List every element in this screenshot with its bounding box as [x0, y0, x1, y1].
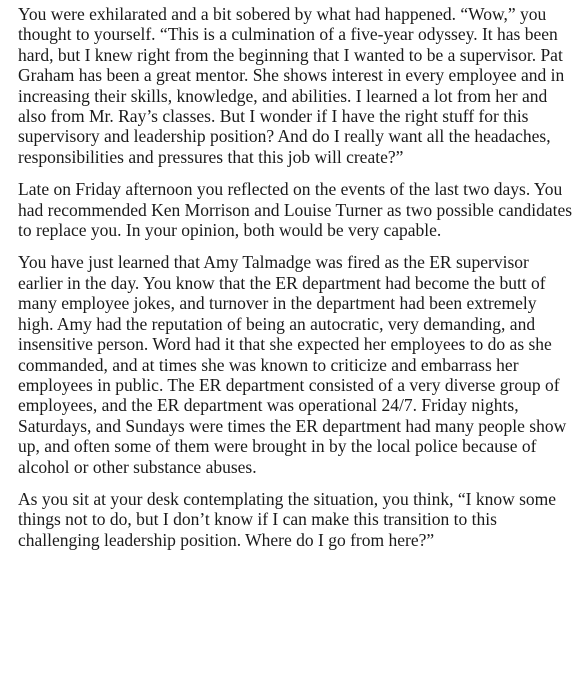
paragraph-4: As you sit at your desk contemplating the situation, you think, “I know some things not to do, but I don’t know if I can make this transition to this challenging leadership position. Where do I go from here?”	[18, 488, 557, 550]
paragraph-3: You have just learned that Amy Talmadge was fired as the ER supervisor earlier in the day. You know that the ER department had become the butt of many employee jokes, and turnover in the department had been extremely high. Amy had the reputation of being an autocratic, very demanding, and insensitive person. Word had it that she expected her employees to do as she commanded, and at times she was known to criticize and embarrass her employees in public. The ER department consisted of a very diverse group of employees, and the ER department was operational 24/7. Friday nights, Saturdays, and Sundays were times the ER department had many people show up, and often some of them were brought in by the local police because of alcohol or other substance abuses.	[18, 252, 567, 477]
paragraph-2: Late on Friday afternoon you reflected on the events of the last two days. You had recommended Ken Morrison and Louise Turner as two possible candidates to replace you. In your opinion, both would be very capable.	[18, 179, 573, 241]
paragraph-1: You were exhilarated and a bit sobered by what had happened. “Wow,” you thought to yourself. “This is a culmination of a five-year odyssey. It has been hard, but I knew right from the beginning that I wanted to be a supervisor. Pat Graham has been a great mentor. She shows interest in every employee and in increasing their skills, knowledge, and abilities. I learned a lot from her and also from Mr. Ray’s classes. But I wonder if I have the right stuff for this supervisory and leadership position? And do I really want all the headaches, responsibilities and pressures that this job will create?”	[18, 4, 565, 167]
